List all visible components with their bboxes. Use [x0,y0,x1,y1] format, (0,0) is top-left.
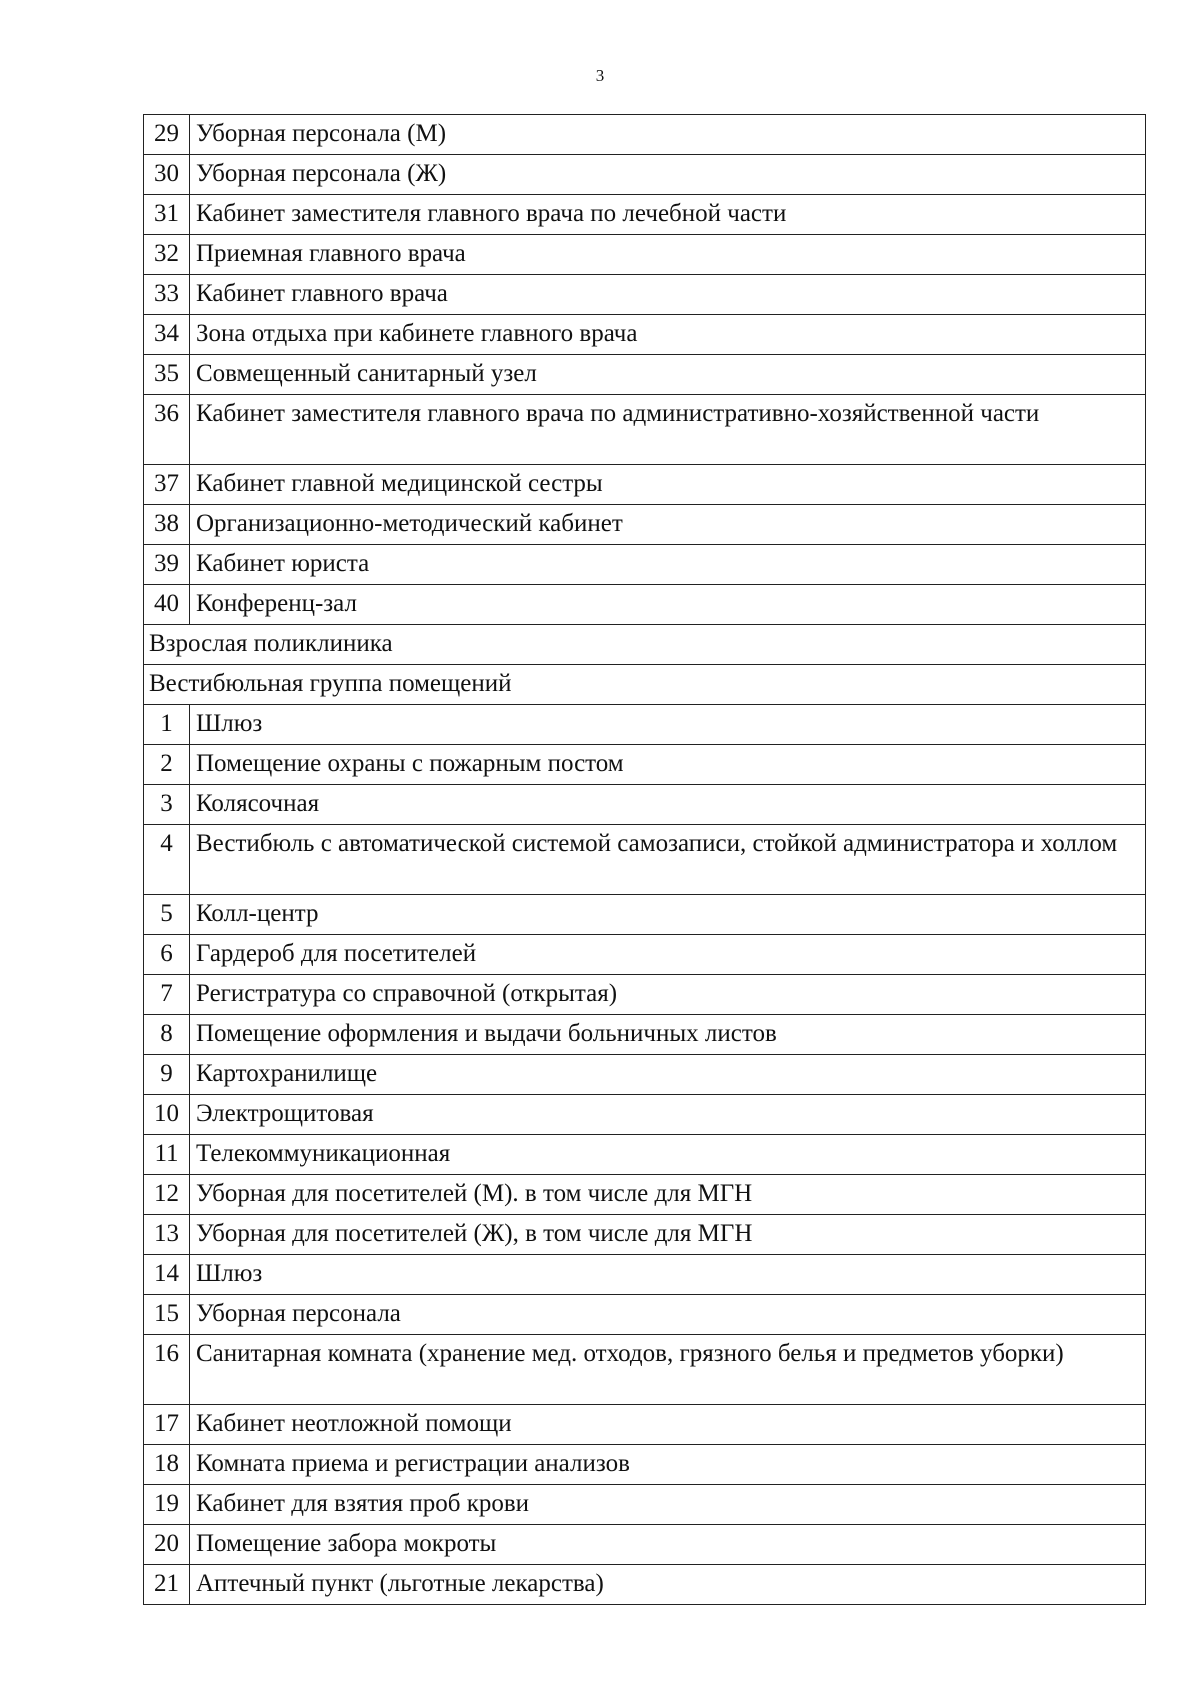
table-row [144,745,1146,785]
table-row [144,1255,1146,1295]
room-name: Уборная персонала (М) [190,115,1146,155]
table-row [144,785,1146,825]
room-name: Кабинет для взятия проб крови [190,1485,1146,1525]
row-number: 10 [144,1095,190,1135]
table-row [144,1015,1146,1055]
table-row [144,1215,1146,1255]
row-number: 20 [144,1525,190,1565]
row-number: 18 [144,1445,190,1485]
table-row [144,705,1146,745]
table-row [144,935,1146,975]
room-name: Совмещенный санитарный узел [190,355,1146,395]
subsection-heading: Вестибюльная группа помещений [144,665,1146,705]
room-name: Колл-центр [190,895,1146,935]
row-number: 29 [144,115,190,155]
row-number: 33 [144,275,190,315]
room-name: Приемная главного врача [190,235,1146,275]
table-row [144,395,1146,465]
table-row [144,1135,1146,1175]
row-number: 37 [144,465,190,505]
room-name: Гардероб для посетителей [190,935,1146,975]
room-name: Зона отдыха при кабинете главного врача [190,315,1146,355]
table-row [144,1485,1146,1525]
room-name: Помещение забора мокроты [190,1525,1146,1565]
room-name: Организационно-методический кабинет [190,505,1146,545]
table-row [144,1175,1146,1215]
table-row [144,1055,1146,1095]
room-name: Конференц-зал [190,585,1146,625]
room-name: Санитарная комната (хранение мед. отходов, грязного белья и предметов уборки) [190,1335,1146,1405]
row-number: 6 [144,935,190,975]
room-name: Помещение оформления и выдачи больничных листов [190,1015,1146,1055]
row-number: 9 [144,1055,190,1095]
row-number: 16 [144,1335,190,1405]
row-number: 40 [144,585,190,625]
row-number: 30 [144,155,190,195]
room-name: Уборная персонала [190,1295,1146,1335]
table-row [144,895,1146,935]
table-row [144,1335,1146,1405]
page-number: 3 [595,66,605,85]
table-row [144,1295,1146,1335]
row-number: 3 [144,785,190,825]
row-number: 5 [144,895,190,935]
room-name: Шлюз [190,1255,1146,1295]
room-name: Кабинет неотложной помощи [190,1405,1146,1445]
room-name: Электрощитовая [190,1095,1146,1135]
room-name: Кабинет главной медицинской сестры [190,465,1146,505]
table-row [144,505,1146,545]
room-name: Кабинет заместителя главного врача по лечебной части [190,195,1146,235]
room-name: Уборная для посетителей (Ж), в том числе для МГН [190,1215,1146,1255]
row-number: 17 [144,1405,190,1445]
table-row [144,1565,1146,1605]
room-name: Шлюз [190,705,1146,745]
row-number: 21 [144,1565,190,1605]
table-row [144,465,1146,505]
row-number: 12 [144,1175,190,1215]
table-row [144,825,1146,895]
table-row [144,235,1146,275]
row-number: 7 [144,975,190,1015]
rooms-table [143,114,1146,1605]
table-row [144,195,1146,235]
row-number: 38 [144,505,190,545]
room-name: Регистратура со справочной (открытая) [190,975,1146,1015]
table-row [144,975,1146,1015]
section-row [144,625,1146,665]
room-name: Помещение охраны с пожарным постом [190,745,1146,785]
row-number: 34 [144,315,190,355]
section-row [144,665,1146,705]
row-number: 1 [144,705,190,745]
room-name: Кабинет заместителя главного врача по административно-хозяйственной части [190,395,1146,465]
row-number: 32 [144,235,190,275]
table-row [144,1445,1146,1485]
row-number: 19 [144,1485,190,1525]
row-number: 35 [144,355,190,395]
table-row [144,585,1146,625]
section-heading: Взрослая поликлиника [144,625,1146,665]
room-name: Кабинет юриста [190,545,1146,585]
table-row [144,1095,1146,1135]
table-row [144,275,1146,315]
room-name: Аптечный пункт (льготные лекарства) [190,1565,1146,1605]
room-name: Комната приема и регистрации анализов [190,1445,1146,1485]
table-row [144,355,1146,395]
row-number: 13 [144,1215,190,1255]
row-number: 8 [144,1015,190,1055]
room-name: Телекоммуникационная [190,1135,1146,1175]
row-number: 11 [144,1135,190,1175]
room-name: Вестибюль с автоматической системой самозаписи, стойкой администратора и холлом [190,825,1146,895]
row-number: 4 [144,825,190,895]
room-name: Картохранилище [190,1055,1146,1095]
row-number: 15 [144,1295,190,1335]
room-name: Кабинет главного врача [190,275,1146,315]
row-number: 31 [144,195,190,235]
table-row [144,1525,1146,1565]
room-name: Уборная для посетителей (М). в том числе для МГН [190,1175,1146,1215]
table-row [144,115,1146,155]
room-name: Уборная персонала (Ж) [190,155,1146,195]
row-number: 39 [144,545,190,585]
table-row [144,315,1146,355]
room-name: Колясочная [190,785,1146,825]
row-number: 14 [144,1255,190,1295]
row-number: 2 [144,745,190,785]
table-row [144,545,1146,585]
table-row [144,155,1146,195]
table-row [144,1405,1146,1445]
row-number: 36 [144,395,190,465]
